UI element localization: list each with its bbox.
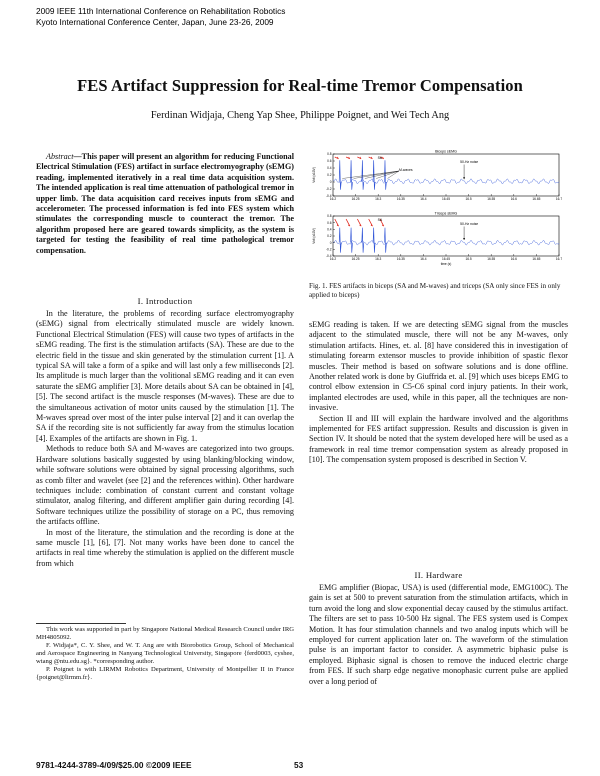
intro-paragraph-3: In most of the literature, the stimulation and the recording is done at the same muscle [1], [6], [7]. Not many works have been done to cancel the artifacts in real time whereby the stimulation is applied on the different muscle from which — [36, 527, 294, 568]
x-tick-label: 16.2 — [329, 197, 337, 202]
x-tick-label: 16.3 — [375, 257, 382, 262]
right-paragraph-2: Section II and III will explain the hardware involved and the algorithms implemented for FES artifact suppression. Results and discussion is given in Section IV. It should be noted that the system developed here will be used as a framework in real time tremor compensation system as already proposed in [10]. The compensation system proposed is described in Section V. — [309, 413, 568, 465]
page-number: 53 — [294, 760, 304, 770]
figure-caption: Fig. 1. FES artifacts in biceps (SA and M-waves) and triceps (SA only since FES in only applied to biceps) — [309, 282, 561, 299]
y-tick-label: -0.2 — [326, 187, 332, 192]
y-tick-label: 0.8 — [327, 214, 332, 219]
paper-authors: Ferdinan Widjaja, Cheng Yap Shee, Philippe Poignet, and Wei Tech Ang — [150, 110, 450, 121]
x-tick-label: 16.5 — [465, 257, 472, 262]
x-tick-label: 16.7 — [555, 197, 563, 202]
noise-label: 50-Hz noise — [460, 160, 479, 164]
footnotes — [36, 626, 294, 682]
plot-title: Biceps sEMG — [435, 149, 457, 154]
y-tick-label: 0.2 — [327, 173, 332, 178]
section-heading-introduction: I. Introduction — [137, 296, 193, 306]
x-tick-label: 16.3 — [375, 197, 382, 202]
conference-line-1: 2009 IEEE 11th International Conference on Rehabilitation Robotics — [36, 6, 286, 16]
plot-title: Triceps sEMG — [434, 211, 458, 216]
intro-paragraph-1: In the literature, the problems of recording surface electromyography (sEMG) signal from electrically stimulated muscle are widely known. Functional Electrical Stimulation (FES) will cause two types of artifacts in the sEMG reading. The first is the stimulation artifacts (SA). These are due to the electric field in the tissue and skin generated by the stimulation current [1]. A typical SA will take a form of a spike and will last only a few milliseconds [2]. Its amplitude is much larger than the volitional sEMG reading and it can even saturate the sEMG amplifier [3]. More details about SA can be obtained in [4], [5]. The second artifact is the muscle responses (M-waves). These are due to the simultaneous activation of motor units caused by the stimulation [1]. The M-waves spread over most of the inter pulse interval [2] and it can overlap the SA if the recording site is not sufficiently far away from the stimulus location [4]. Examples of the artifacts are shown in Fig. 1. — [36, 309, 294, 443]
y-tick-label: -0.2 — [326, 247, 332, 252]
section-heading-hardware: II. Hardware — [414, 570, 463, 580]
right-paragraph-1: sEMG reading is taken. If we are detecting sEMG signal from the muscles adjacent to the stimulated muscle, there will not be any M-waves, only stimulation artifacts. Hines, et. al. [8] have considered this in investigation of stimulating forearm extensor muscles to provide inhibition of spastic flexor muscles. Their method is based on software solutions and is done offline. Another related work is done by Giuffrida et. al. [9] which uses biceps EMG to control elbow extension in C5-C6 spinal cord injury patients. In their work, implanted electrodes are used, while in this paper, all the techniques are non-invasive. — [309, 320, 568, 413]
x-tick-label: 16.2 — [329, 257, 337, 262]
y-tick-label: 0 — [329, 180, 332, 185]
right-column-body — [309, 320, 568, 466]
x-axis-label: time (s) — [440, 262, 452, 266]
x-tick-label: 16.55 — [487, 197, 496, 202]
x-tick-label: 16.6 — [510, 197, 517, 202]
y-axis-label: Volt (x10V) — [312, 228, 316, 244]
biceps-semg-plot — [312, 150, 562, 202]
footnote-poignet: P. Poignet is with LIRMM Robotics Department, University of Montpellier II in France {poignet@lirmm.fr}. — [36, 666, 294, 681]
x-tick-label: 16.45 — [442, 257, 450, 262]
abstract — [36, 152, 294, 256]
x-tick-label: 16.35 — [396, 257, 405, 262]
sa-label: SA — [377, 156, 383, 160]
x-tick-label: 16.25 — [351, 197, 360, 202]
plot-frame — [333, 216, 559, 256]
footnote-divider — [36, 623, 126, 624]
abstract-text: —This paper will present an algorithm for reducing Functional Electrical Stimulation (FES) artifact in surface electromyography (sEMG) reading, implemented iteratively in a real time data acquisition system. The intended application is real time attenuation of pathological tremor in upper limb. The data acquisition card receives inputs from sEMG and accelerometer. The processed information is fed into FES system which stimulates the corresponding muscle to counteract the tremor. The algorithm proposed here are geared towards simplicity, as the system is targeted for testing the feasibility of real time pathological tremor compensation. — [36, 152, 294, 255]
footnote-funding: This work was supported in part by Singapore National Medical Research Council under IRG MH4805092. — [36, 626, 294, 641]
paper-title: FES Artifact Suppression for Real-time Tremor Compensation — [77, 76, 523, 95]
x-tick-label: 16.65 — [532, 257, 541, 262]
x-tick-label: 16.25 — [351, 257, 360, 262]
y-tick-label: 0.6 — [327, 159, 332, 164]
x-tick-label: 16.6 — [510, 257, 517, 262]
sa-label: SA — [377, 218, 383, 222]
y-tick-label: 0.8 — [327, 152, 332, 157]
conference-line-2: Kyoto International Conference Center, Japan, June 23-26, 2009 — [36, 17, 274, 27]
x-tick-label: 16.65 — [532, 197, 541, 202]
mwaves-label: M-waves — [398, 168, 413, 172]
y-tick-label: -0.4 — [326, 194, 332, 199]
plot-frame — [333, 154, 559, 196]
hardware-body — [309, 583, 568, 687]
figure-1 — [309, 146, 568, 274]
x-tick-label: 16.35 — [396, 197, 405, 202]
abstract-label: Abstract — [46, 152, 74, 161]
y-tick-label: 0 — [329, 240, 332, 245]
y-tick-label: 0.2 — [327, 234, 332, 239]
hardware-paragraph-1: EMG amplifier (Biopac, USA) is used (differential mode, EMG100C). The gain is set at 500 to prevent saturation from the stimulation artifacts, which in turn avoid the long and slow exponential decay caused by the stimulus artifact. The filters are set to pass 10-500 Hz signal. The FES system used is Compex Motion. It has four stimulation channels and two analog inputs which will be employed for current application later on. The waveform of the stimulation pulse is an important factor to consider. A asymmetric biphasic pulse is employed. Biphasic signal is chosen to remove the induced electric charge from FES. If such sharp edge negative monophasic current pulse are applied over a long period of — [309, 583, 568, 686]
y-tick-label: 0.4 — [327, 166, 332, 171]
footnote-authors: F. Widjaja*, C. Y. Shee, and W. T. Ang are with Biorobotics Group, School of Mechanical and Aerospace Engineering in Nanyang Technological University, Singapore {ferd0003, cyshee, wtang @ntu.edu.sg}. *corresponding author. — [36, 642, 294, 665]
x-tick-label: 16.4 — [420, 197, 427, 202]
y-axis-label: Volt (x10V) — [312, 167, 316, 183]
x-tick-label: 16.5 — [465, 197, 472, 202]
conference-header — [36, 6, 285, 28]
y-tick-label: 0.6 — [327, 220, 332, 225]
y-tick-label: 0.4 — [327, 227, 332, 232]
y-tick-label: -0.4 — [326, 254, 332, 259]
intro-paragraph-2: Methods to reduce both SA and M-waves are categorized into two groups. Hardware solutions basically suggested by using blanking/blocking window, while software solutions were obtained by signal processing algorithms, such as comb filter and wavelet (see [2] and the references within). Other hardware techniques include: combination of constant current and constant voltage stimulator, analog filtering, and different amplifier gain during recording [4]. Software techniques utilize the possibility of storage on a PC, thus removing the artifacts offline. — [36, 444, 294, 527]
x-tick-label: 16.45 — [442, 197, 450, 202]
noise-label: 50-Hz noise — [460, 222, 479, 226]
x-tick-label: 16.55 — [487, 257, 496, 262]
isbn-footer: 9781-4244-3789-4/09/$25.00 ©2009 IEEE — [36, 760, 192, 770]
triceps-semg-plot — [312, 212, 562, 267]
x-tick-label: 16.4 — [420, 257, 427, 262]
x-tick-label: 16.7 — [555, 257, 563, 262]
introduction-body — [36, 309, 294, 569]
